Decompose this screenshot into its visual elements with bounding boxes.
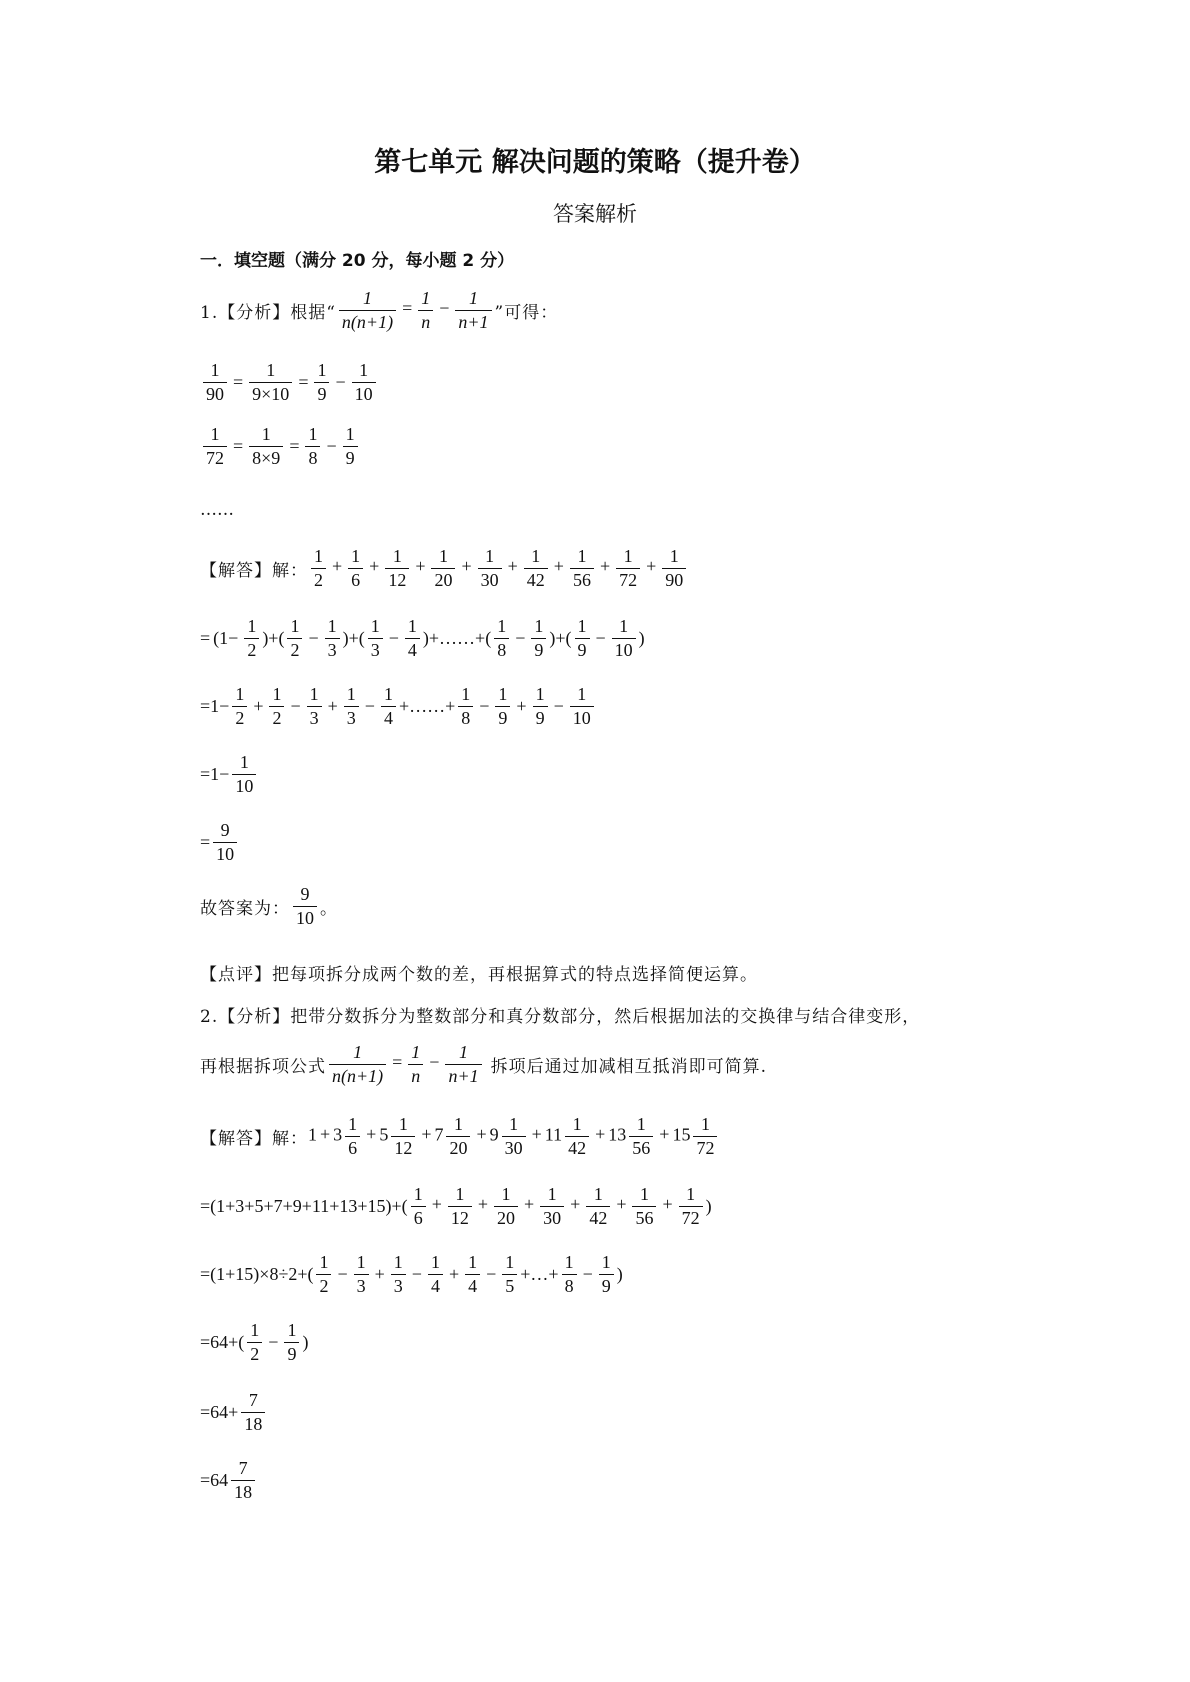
fraction: $\frac{1}{30}$ (540, 1184, 564, 1228)
q1-sum-expression: $\frac{1}{2}$ + $\frac{1}{6}$ + $\frac{1}{12}$ + $\frac{1}{20}$ + $\frac{1}{30}$ + $\frac{1}{42}$ + $\frac{1}{56}$ + $\frac{1}{72}$ + $\frac{1}{90}$ (308, 546, 689, 590)
fraction: $\frac{1}{12}$ (385, 546, 409, 590)
fraction: $\frac{1}{42}$ (586, 1184, 610, 1228)
fraction: $\frac{1}{20}$ (431, 546, 455, 590)
q1-analysis-line (200, 288, 558, 332)
q1-step-2: =1− $\frac{1}{2}$ + $\frac{1}{2}$ − $\frac{1}{3}$ + $\frac{1}{3}$ − $\frac{1}{4}$ +……+ $\frac{1}{8}$ − $\frac{1}{9}$ + $\frac{1}{9}$ − $\frac{1}{10}$ (200, 684, 597, 728)
q1-analysis-prefix: 1.【分析】根据“ (200, 302, 336, 323)
fraction: $\frac{1}{12}$ (448, 1184, 472, 1228)
fraction: $\frac{1}{90}$ (662, 546, 686, 590)
fraction: $\frac{1}{72}$ (616, 546, 640, 590)
fraction: $\frac{1}{6}$ (411, 1184, 426, 1228)
q1-review: 【点评】把每项拆分成两个数的差，再根据算式的特点选择简便运算。 (200, 965, 758, 985)
mixed-fraction: $\frac{1}{72}$ (693, 1114, 717, 1158)
q1-ellipsis: …… (200, 500, 234, 520)
split-formula: $\frac{1}{n(n+1)}$ = $\frac{1}{n}$ − $\frac{1}{n+1}$ (336, 288, 495, 332)
fraction: $\frac{1}{56}$ (570, 546, 594, 590)
q2-step-3: =64+( $\frac{1}{2}$ − $\frac{1}{9}$ ) (200, 1320, 309, 1364)
mixed-fraction: $\frac{1}{12}$ (391, 1114, 415, 1158)
q2-mixed-expression: 1 + 3 $\frac{1}{6}$ + 5 $\frac{1}{12}$ + 7 $\frac{1}{20}$ + 9 $\frac{1}{30}$ + 11 $\frac{1}{42}$ + 13 $\frac{1}{56}$ + 15 $\frac{1}{72}$ (308, 1114, 720, 1158)
fraction: $\frac{1}{6}$ (348, 546, 363, 590)
mixed-fraction: $\frac{1}{30}$ (502, 1114, 526, 1158)
q1-answer-line (200, 546, 689, 590)
fraction: $\frac{1}{2}$ (311, 546, 326, 590)
page-subtitle: 答案解析 (553, 202, 637, 226)
q1-answer-label: 【解答】解： (200, 560, 308, 581)
fraction: $\frac{1}{30}$ (478, 546, 502, 590)
q2-step-1: =(1+3+5+7+9+11+13+15)+( $\frac{1}{6}$ + $\frac{1}{12}$ + $\frac{1}{20}$ + $\frac{1}{30}$ + $\frac{1}{42}$ + $\frac{1}{56}$ + $\frac{1}{72}$ ) (200, 1184, 712, 1228)
mixed-fraction: $\frac{1}{6}$ (345, 1114, 360, 1158)
q2-answer-line: 【解答】解： 1 + 3 $\frac{1}{6}$ + 5 $\frac{1}{12}$ + 7 $\frac{1}{20}$ + 9 $\frac{1}{30}$ + 11 $\frac{1}{42}$ + 13 $\frac{1}{56}$ + 15 $\frac{1}{72}$ (200, 1114, 720, 1158)
q1-analysis-suffix: ”可得： (494, 302, 559, 323)
q2-step-2: =(1+15)×8÷2+( $\frac{1}{2}$ − $\frac{1}{3}$ + $\frac{1}{3}$ − $\frac{1}{4}$ + $\frac{1}{4}$ − $\frac{1}{5}$ +…+ $\frac{1}{8}$ − $\frac{1}{9}$ ) (200, 1252, 623, 1296)
q1-example-2: $\frac{1}{72}$ = $\frac{1}{8\times 9}$ = $\frac{1}{8}$ − $\frac{1}{9}$ (200, 424, 361, 468)
q1-step-4: = $\frac{9}{10}$ (200, 820, 240, 864)
mixed-fraction: $\frac{1}{56}$ (629, 1114, 653, 1158)
q2-analysis-line-1: 2.【分析】把带分数拆分为整数部分和真分数部分，然后根据加法的交换律与结合律变形， (200, 1007, 921, 1027)
q1-conclusion: 故答案为： $\frac{9}{10}$ 。 (200, 884, 337, 928)
section-heading: 一．填空题（满分 20 分，每小题 2 分） (200, 251, 515, 271)
q2-split-formula: $\frac{1}{n(n+1)}$ = $\frac{1}{n}$ − $\frac{1}{n+1}$ (326, 1042, 485, 1086)
fraction: $\frac{1}{56}$ (632, 1184, 656, 1228)
page-title: 第七单元 解决问题的策略（提升卷） (374, 147, 816, 178)
mixed-fraction: $\frac{1}{42}$ (565, 1114, 589, 1158)
q1-example-1: $\frac{1}{90}$ = $\frac{1}{9\times 10}$ = $\frac{1}{9}$ − $\frac{1}{10}$ (200, 360, 379, 404)
q2-analysis-line-2: 再根据拆项公式 $\frac{1}{n(n+1)}$ = $\frac{1}{n}$ − $\frac{1}{n+1}$ 拆项后通过加减相互抵消即可简算. (200, 1042, 768, 1086)
q1-step-1: = (1− $\frac{1}{2}$ )+( $\frac{1}{2}$ − $\frac{1}{3}$ )+( $\frac{1}{3}$ − $\frac{1}{4}$ )+……+( $\frac{1}{8}$ − $\frac{1}{9}$ )+( $\frac{1}{9}$ − $\frac{1}{10}$ ) (200, 616, 645, 660)
q2-step-4: =64+ $\frac{7}{18}$ (200, 1390, 268, 1434)
fraction: $\frac{1}{72}$ (679, 1184, 703, 1228)
fraction: $\frac{1}{20}$ (494, 1184, 518, 1228)
q2-step-5: =64 $\frac{7}{18}$ (200, 1458, 258, 1502)
mixed-fraction: $\frac{1}{20}$ (446, 1114, 470, 1158)
q1-step-3: =1− $\frac{1}{10}$ (200, 752, 259, 796)
fraction: $\frac{1}{42}$ (524, 546, 548, 590)
